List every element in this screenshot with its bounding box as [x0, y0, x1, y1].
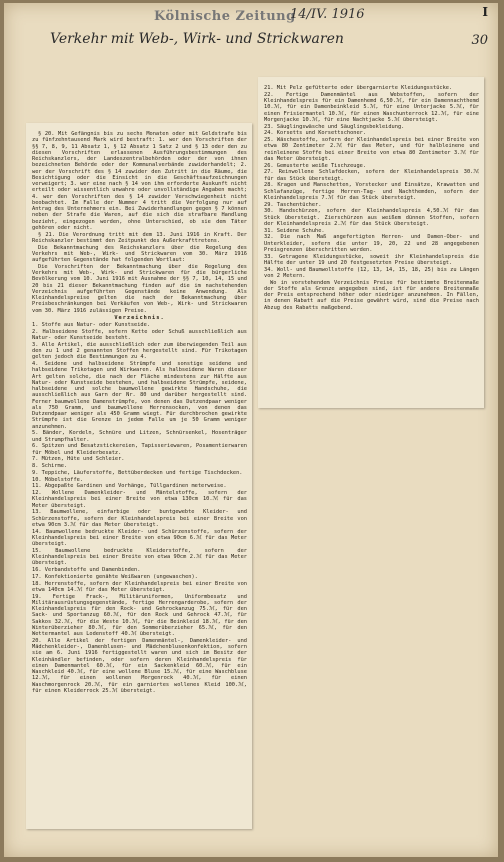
list-item: 21. Mit Pelz gefütterte oder übergarnierte Kleidungsstücke. [264, 85, 453, 91]
list-item: 31. Seidene Schuhe. [264, 227, 325, 234]
list-item: 8. Schirme. [32, 463, 68, 469]
list-item: 33. Getragene Kleidungsstücke, soweit ihr Kleinhandelspreis die Hälfte der unter 19 und 20 festgesetzten Preise übersteigt. [264, 253, 479, 266]
list-item: 2. Halbseidene Stoffe, sofern Kette oder Schuß ausschließlich aus Natur- oder Kunstseide besteht. [32, 328, 247, 341]
paragraph: § 21. Die Verordnung tritt mit dem 13. Juni 1916 in Kraft. Der Reichskanzler bestimmt den Zeitpunkt des Außerkrafttretens. [32, 231, 247, 244]
list-item: 22. Fertige Damenmäntel aus Webstoffen, sofern der Kleinhandelspreis für ein Damenhemd 6,50.ℳ, für ein Damennachthemd 10.ℳ, für ein Damenbeinkleid 5.ℳ, für eine Unterjacke 5.ℳ, für einen Frisiermantel 10.ℳ, für einen Waschunterrock 12.ℳ, für eine Morgenjacke 10.ℳ, für eine Nachtjacke 5.ℳ übersteigt. [264, 91, 479, 123]
list-item: 1. Stoffe aus Natur- oder Kunstseide. [32, 322, 150, 328]
paragraph: § 20. Mit Gefängnis bis zu sechs Monaten oder mit Geldstrafe bis zu fünfzehntausend Mark wird bestraft: 1. wer den Vorschriften der §§ 7, 8, 9, 11 Absatz 1, § 12 Absatz 1 Satz 2 und § 13 oder den zu diesen Vorschriften erlassenen Ausführungsbestimmungen des Reichskanzlers, der Landeszentralbehörden oder der von ihnen bezeichneten Behörde oder der Kommunalverbände zuwiderhandelt; 2. wer der Vorschrift des § 14 zuwider den Zutritt in die Räume, die Besichtigung oder die Einsicht in die Geschäftsaufzeichnungen verweigert; 3. wer eine nach § 14 von ihm erforderte Auskunft nicht erteilt oder wissentlich unwahre oder unvollständige Angaben macht; 4. wer den Vorschriften des § 14 zuwider Verschwiegenheit nicht beobachtet. Im Falle der Nummer 4 tritt die Verfolgung nur auf Antrag des Unternehmers ein. Bei Zuwiderhandlungen gegen § 7 können neben der Strafe die Waren, auf die sich die strafbare Handlung bezieht, eingezogen werden, ohne Unterschied, ob sie dem Täter gehören oder nicht. [32, 131, 247, 231]
paragraph: Die Vorschriften der Bekanntmachung über die Regelung des Verkehrs mit Web-, Wirk- und Strickwaren für die bürgerliche Bevölkerung vom 10. Juni 1916 mit Ausnahme der §§ 7, 10, 14, 15 und 20 bis 21 dieser Bekanntmachung finden auf die im nachstehenden Verzeichnis aufgeführten Gegenstände keine Anwendung. Als Kleinhandelspreise gelten die nach der Bekanntmachung über Preisbeschränkungen bei Verkäufen von Web-, Wirk- und Strickwaren vom 30. März 1916 zulässigen Preise. [32, 263, 247, 314]
list-item: 19. Fertige Frack-, Militäruniformen, Uniformbesatz und Militärausrüstungsgegenstände, fertige Herrengarderobe, sofern der Kleinhandelspreis für den Rock- und Gehrockanzug 75.ℳ, für den Sack- und Sportanzug 60.ℳ, für den Rock und Gehrock 47.ℳ, für Sakkos 32.ℳ, für die Weste 10.ℳ, für die Beinkleid 18.ℳ, für den Winterüberzieher 80.ℳ, für den Sommerüberzieher 65.ℳ, für den Wettermantel aus Lodenstoff 40.ℳ übersteigt. [32, 593, 247, 637]
list-item: 7. Mützen, Hüte und Schleier. [32, 456, 125, 463]
list-item: 15. Baumwollene bedruckte Kleiderstoffe, sofern der Kleinhandelspreis bei einer Breite von etwa 90cm 2.ℳ für das Meter übersteigt. [32, 547, 247, 567]
list-item: 26. Gemusterte weiße Tischzeuge. [264, 162, 367, 169]
list-item: 12. Wollene Damenkleider- und Mäntelstoffe, sofern der Kleinhandelspreis bei einer Breite von etwa 130cm 10.ℳ für das Meter übersteigt. [32, 490, 247, 509]
paragraph: Wo in vorstehendem Verzeichnis Preise für bestimmte Breitenmaße der Stoffe als Grenze angegeben sind, ist für andere Breitenmaße der Preis entsprechend höher oder niedriger anzunehmen. In Fällen, in denen Rabatt auf die Preise gewährt wird, sind die Preise nach Abzug des Rabatts maßgebend. [264, 279, 479, 311]
sheet-number: I [482, 5, 488, 19]
paragraph: Die Bekanntmachung des Reichskanzlers über die Regelung des Verkehrs mit Web-, Wirk- und Strickwaren vom 30. März 1916 aufgeführten Gegenstände hat folgenden Wortlaut: [32, 244, 247, 263]
list-item: 6. Spitzen und Besatzstickereien, Tapisseriewaren, Posamentierwaren für Möbel und Kleiderbesatz. [32, 443, 247, 456]
right-column-text [264, 85, 479, 311]
list-item: 11. Abgepaßte Gardinen und Vorhänge, Tüllgardinen meterweise. [32, 483, 227, 490]
list-item: 17. Konfektionierte genähte Weißwaren (ungewaschen). [32, 573, 198, 580]
list-item: 16. Verbandstoffe und Damenbinden. [32, 567, 141, 573]
left-column-text [32, 131, 247, 695]
list-item: 18. Herrenstoffe, sofern der Kleinhandelspreis bei einer Breite von etwa 140cm 14.ℳ für das Meter übersteigt. [32, 580, 247, 593]
list-item: 20. Alle Artikel der fertigen Damenmäntel-, Damenkleider- und Mädchenkleider-, Damenblusen- und Mädchenblusenkonfektion, sofern sie am 6. Juni 1916 fertiggestellt waren und sich im Besitz der Kleinhändler befinden, oder sofern deren Kleinhandelspreis für einen Damenmantel 60.ℳ, für ein Sackenkleid 60.ℳ, für ein Waschkleid 40.ℳ, für eine wollene Bluse 15.ℳ, für eine Waschbluse 12.ℳ, für einen wollenen Morgenrock 40.ℳ, für einen Waschmorgenrock 20.ℳ, für ein garniertes wollenes Kleid 100.ℳ, für einen Kleiderrock 25.ℳ übersteigt. [32, 637, 247, 694]
section-heading: Verzeichnis. [114, 314, 165, 321]
list-item: 14. Baumwollene bedruckte Kleider- und Schürzenstoffe, sofern der Kleinhandelspreis bei einer Breite von etwa 90cm 6.ℳ für das Meter übersteigt. [32, 528, 247, 547]
list-item: 23. Säuglingswäsche und Säuglingsbekleidung. [264, 123, 405, 130]
newspaper-name: Kölnische Zeitung [154, 9, 296, 24]
list-item: 29. Taschentücher. [264, 201, 322, 208]
list-item: 25. Wäschestoffe, sofern der Kleinhandelspreis bei einer Breite von etwa 80 Zentimeter 2.ℳ für das Meter, und für halbleinene und reinleinene Stoffe bei einer Breite von etwa 80 Zentimeter 3.ℳ für das Meter übersteigt. [264, 137, 479, 162]
list-item: 27. Reinwollene Schlafdecken, sofern der Kleinhandelspreis 30.ℳ für das Stück übersteigt. [264, 169, 479, 182]
list-item: 10. Möbelstoffe. [32, 476, 84, 483]
list-item: 24. Korsetts und Korsettschoner. [264, 130, 367, 137]
list-item: 5. Bänder, Kordeln, Schnüre und Litzen, Schnürsenkel, Hosenträger und Strumpfhalter. [32, 430, 247, 443]
list-item: 32. Die nach Maß angefertigten Herren- und Damen-Ober- und Unterkleider, sofern die unter 19, 20, 22 und 28 angegebenen Preisgrenzen überschritten werden. [264, 234, 479, 253]
archive-sheet [4, 3, 498, 857]
handwritten-number: 30 [471, 33, 488, 48]
handwritten-subject: Verkehr mit Web-, Wirk- und Strickwaren [50, 31, 344, 47]
list-item: 9. Teppiche, Läuferstoffe, Bettüberdecken und fertige Tischdecken. [32, 469, 243, 476]
list-item: 4. Seidene und halbseidene Strümpfe und sonstige seidene und halbseidene Trikotagen und Wirkwaren. Als halbseidene Waren dieser Art gelten solche, die nach der Fläche mindestens zur Hälfte aus Natur- oder Kunstseide bestehen, und halbseidene Strümpfe, seidene, halbseidene und solche baumwollene gewirkte Handschuhe, die ausschließlich aus Garn der Nr. 80 und darüber hergestellt sind. Ferner baumwollene Damenstrümpfe, von denen das Dutzendpaar weniger als 750 Gramm, und baumwollene Herrensocken, von denen das Dutzendpaar weniger als 450 Gramm wiegt. Für durchbrochen gewirkte Strümpfe ist die Grenze in jedem Falle um je 50 Gramm weniger anzunehmen. [32, 361, 247, 430]
list-item: 34. Woll- und Baumwollstoffe (12, 13, 14, 15, 18, 25) bis zu Längen von 2 Metern. [264, 266, 479, 279]
clipping-left [26, 123, 252, 829]
handwritten-date: 14/IV. 1916 [290, 7, 365, 22]
list-item: 28. Kragen und Manschetten, Vorstecker und Einsätze, Krawatten und Schlafanzüge, fertige Herren-Tag- und Nachthemden, sofern der Kleinhandelspreis 7.ℳ für das Stück übersteigt. [264, 182, 479, 201]
clipping-right [258, 77, 484, 408]
list-item: 13. Baumwollene, einfarbige oder buntgewebte Kleider- und Schürzenstoffe, sofern der Kleinhandelspreis bei einer Breite von etwa 90cm 3.ℳ für das Meter übersteigt. [32, 509, 247, 528]
list-item: 3. Alle Artikel, die ausschließlich oder zum überwiegenden Teil aus den zu 1 und 2 genannten Stoffen hergestellt sind. Für Trikotagen gelten jedoch die Bestimmungen zu 4. [32, 341, 247, 361]
list-item: 30. Handschürzen, sofern der Kleinhandelspreis 4,50.ℳ für das Stück übersteigt. Zierschürzen aus weißem dünnen Stoffen, sofern der Kleinhandelspreis 2.ℳ für das Stück übersteigt. [264, 208, 479, 227]
